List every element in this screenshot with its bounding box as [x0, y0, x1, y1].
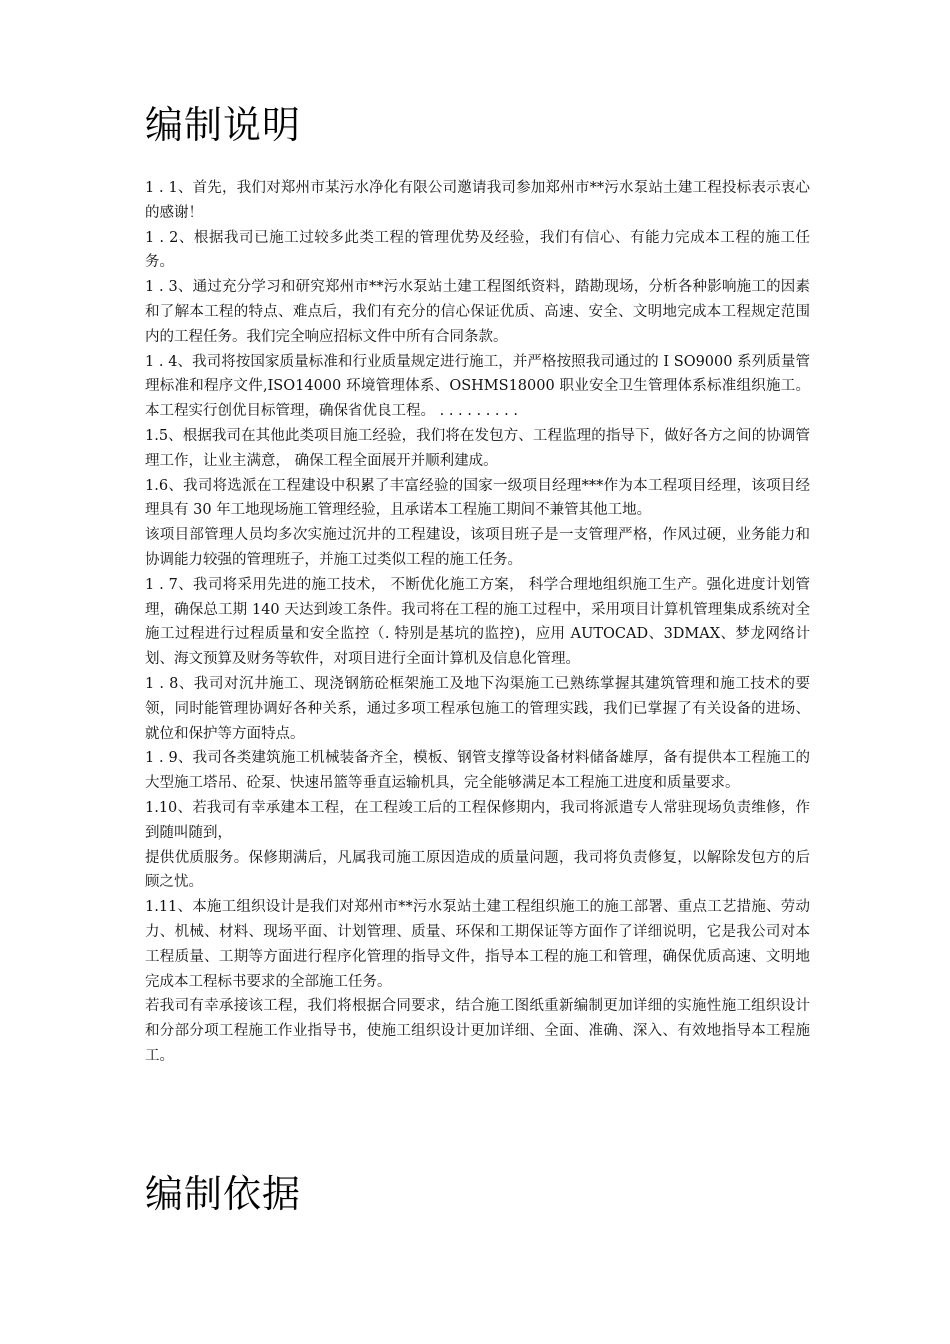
paragraph-1-11-continued: 若我司有幸承接该工程，我们将根据合同要求，结合施工图纸重新编制更加详细的实施性施工组织设计和分部分项工程施工作业指导书，使施工组织设计更加详细、全面、准确、深入、有效地指导本工程施工。 [145, 998, 810, 1064]
paragraph-1-9: 1 . 9、我司各类建筑施工机械装备齐全，模板、钢管支撑等设备材料储备雄厚，备有提供本工程施工的大型施工塔吊、砼泵、快速吊篮等垂直运输机具，完全能够满足本工程施工进度和质量要求。 [145, 750, 810, 792]
paragraph-1-10-continued: 提供优质服务。保修期满后，凡属我司施工原因造成的质量问题，我司将负责修复，以解除发包方的后顾之忧。 [145, 849, 810, 891]
paragraph-1-7: 1 . 7、我司将采用先进的施工技术， 不断优化施工方案， 科学合理地组织施工生产。强化进度计划管理，确保总工期 140 天达到竣工条件。我司将在工程的施工过程中，采用项目计算机管理集成系统对全施工过程进行过程质量和安全监控（. 特别是基坑的监控)，应用 AUTOCAD、3DMAX、梦龙网络计划、海文预算及财务等软件，对项目进行全面计算机及信息化管理。 [145, 576, 810, 668]
paragraph-1-10: 1.10、若我司有幸承建本工程，在工程竣工后的工程保修期内，我司将派遣专人常驻现场负责维修，作到随叫随到， [145, 799, 810, 841]
document-body [145, 176, 810, 1069]
paragraph-1-5: 1.5、根据我司在其他此类项目施工经验，我们将在发包方、工程监理的指导下，做好各方之间的协调管理工作，让业主满意， 确保工程全面展开并顺利建成。 [145, 427, 810, 469]
paragraph-1-6-continued: 该项目部管理人员均多次实施过沉井的工程建设，该项目班子是一支管理严格，作风过硬，业务能力和协调能力较强的管理班子，并施工过类似工程的施工任务。 [145, 527, 810, 568]
paragraph-1-11: 1.11、本施工组织设计是我们对郑州市**污水泵站土建工程组织施工的施工部署、重点工艺措施、劳动力、机械、材料、现场平面、计划管理、质量、环保和工期保证等方面作了详细说明，它是我公司对本工程质量、工期等方面进行程序化管理的指导文件，指导本工程的施工和管理，确保优质高速、文明地完成本工程标书要求的全部施工任务。 [145, 899, 810, 990]
paragraph-1-2: 1 . 2、根据我司已施工过较多此类工程的管理优势及经验，我们有信心、有能力完成本工程的施工任务。 [145, 229, 810, 271]
paragraph-1-4: 1 . 4、我司将按国家质量标准和行业质量规定进行施工，并严格按照我司通过的 I SO9000 系列质量管理标准和程序文件,ISO14000 环境管理体系、OSHMS18000 职业安全卫生管理体系标准组织施工。本工程实行创优目标管理，确保省优良工程。 . . . . . . . . . [145, 353, 810, 420]
paragraph-1-8: 1 . 8、我司对沉井施工、现浇钢筋砼框架施工及地下沟渠施工已熟练掌握其建筑管理和施工技术的要领，同时能管理协调好各种关系，通过多项工程承包施工的管理实践，我们已掌握了有关设备的进场、就位和保护等方面特点。 [145, 675, 810, 742]
section-title-compilation-notes: 编制说明 [145, 103, 302, 147]
paragraph-1-1: 1 . 1、首先，我们对郑州市某污水净化有限公司邀请我司参加郑州市**污水泵站土建工程投标表示衷心的感谢！ [145, 180, 810, 221]
section-title-compilation-basis: 编制依据 [145, 1172, 302, 1216]
paragraph-1-3: 1 . 3、通过充分学习和研究郑州市**污水泵站土建工程图纸资料，踏勘现场，分析各种影响施工的因素和了解本工程的特点、难点后，我们有充分的信心保证优质、高速、安全、文明地完成本工程规定范围内的工程任务。我们完全响应招标文件中所有合同条款。 [145, 279, 810, 345]
paragraph-1-6: 1.6、我司将选派在工程建设中积累了丰富经验的国家一级项目经理***作为本工程项目经理，该项目经理具有 30 年工地现场施工管理经验，且承诺本工程施工期间不兼管其他工地。 [145, 477, 810, 519]
